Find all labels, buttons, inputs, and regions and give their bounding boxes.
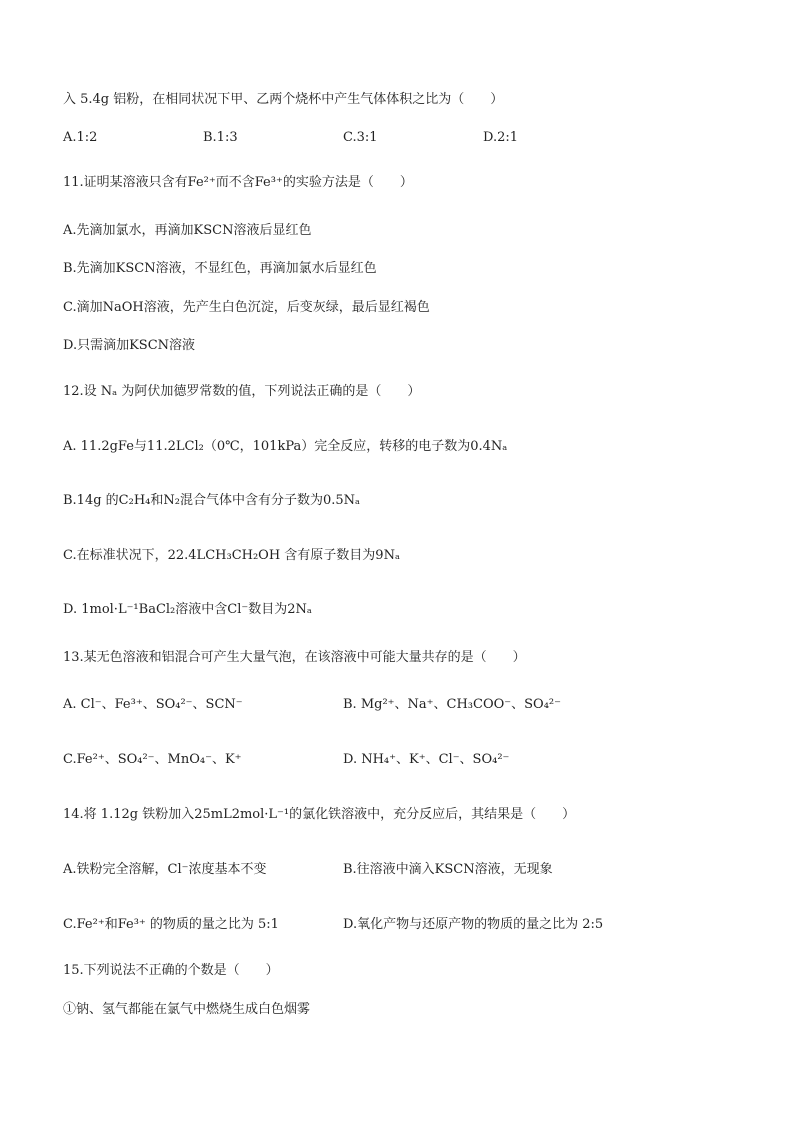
q15-item-1: ①钠、氢气都能在氯气中燃烧生成白色烟雾	[63, 1002, 311, 1017]
q13-option-d: D. NH₄⁺、K⁺、Cl⁻、SO₄²⁻	[343, 752, 510, 767]
q11-option-a: A.先滴加氯水，再滴加KSCN溶液后显红色	[63, 223, 312, 238]
q11-option-b: B.先滴加KSCN溶液，不显红色，再滴加氯水后显红色	[63, 261, 377, 276]
q12-option-c: C.在标准状况下，22.4LCH₃CH₂OH 含有原子数目为9Nₐ	[63, 548, 400, 563]
q10-option-d: D.2:1	[483, 130, 519, 145]
q13-option-b: B. Mg²⁺、Na⁺、CH₃COO⁻、SO₄²⁻	[343, 697, 561, 712]
q14-option-b: B.往溶液中滴入KSCN溶液，无现象	[343, 862, 553, 877]
question-13-stem: 13.某无色溶液和铝混合可产生大量气泡，在该溶液中可能大量共存的是（ ）	[63, 650, 526, 665]
q10-option-a: A.1:2	[63, 130, 98, 145]
question-11-stem: 11.证明某溶液只含有Fe²⁺而不含Fe³⁺的实验方法是（ ）	[63, 175, 413, 190]
q13-option-a: A. Cl⁻、Fe³⁺、SO₄²⁻、SCN⁻	[63, 697, 243, 712]
q12-option-b: B.14g 的C₂H₄和N₂混合气体中含有分子数为0.5Nₐ	[63, 493, 361, 508]
q12-option-a: A. 11.2gFe与11.2LCl₂（0℃，101kPa）完全反应，转移的电子数为0.4Nₐ	[63, 439, 508, 454]
question-10-tail: 入 5.4g 铝粉，在相同状况下甲、乙两个烧杯中产生气体体积之比为（ ）	[63, 92, 504, 107]
question-15-stem: 15.下列说法不正确的个数是（ ）	[63, 963, 279, 978]
question-12-stem: 12.设 Nₐ 为阿伏加德罗常数的值，下列说法正确的是（ ）	[63, 384, 421, 399]
q14-option-a: A.铁粉完全溶解，Cl⁻浓度基本不变	[63, 862, 267, 877]
q10-option-c: C.3:1	[343, 130, 378, 145]
question-14-stem: 14.将 1.12g 铁粉加入25mL2mol·L⁻¹的氯化铁溶液中，充分反应后，其结果是（ ）	[63, 807, 576, 822]
q14-option-d: D.氧化产物与还原产物的物质的量之比为 2:5	[343, 917, 604, 932]
q11-option-d: D.只需滴加KSCN溶液	[63, 338, 196, 353]
q14-option-c: C.Fe²⁺和Fe³⁺ 的物质的量之比为 5:1	[63, 917, 279, 932]
q11-option-c: C.滴加NaOH溶液，先产生白色沉淀，后变灰绿，最后显红褐色	[63, 300, 430, 315]
q12-option-d: D. 1mol·L⁻¹BaCl₂溶液中含Cl⁻数目为2Nₐ	[63, 602, 312, 617]
q10-option-b: B.1:3	[203, 130, 238, 145]
q13-option-c: C.Fe²⁺、SO₄²⁻、MnO₄⁻、K⁺	[63, 752, 242, 767]
